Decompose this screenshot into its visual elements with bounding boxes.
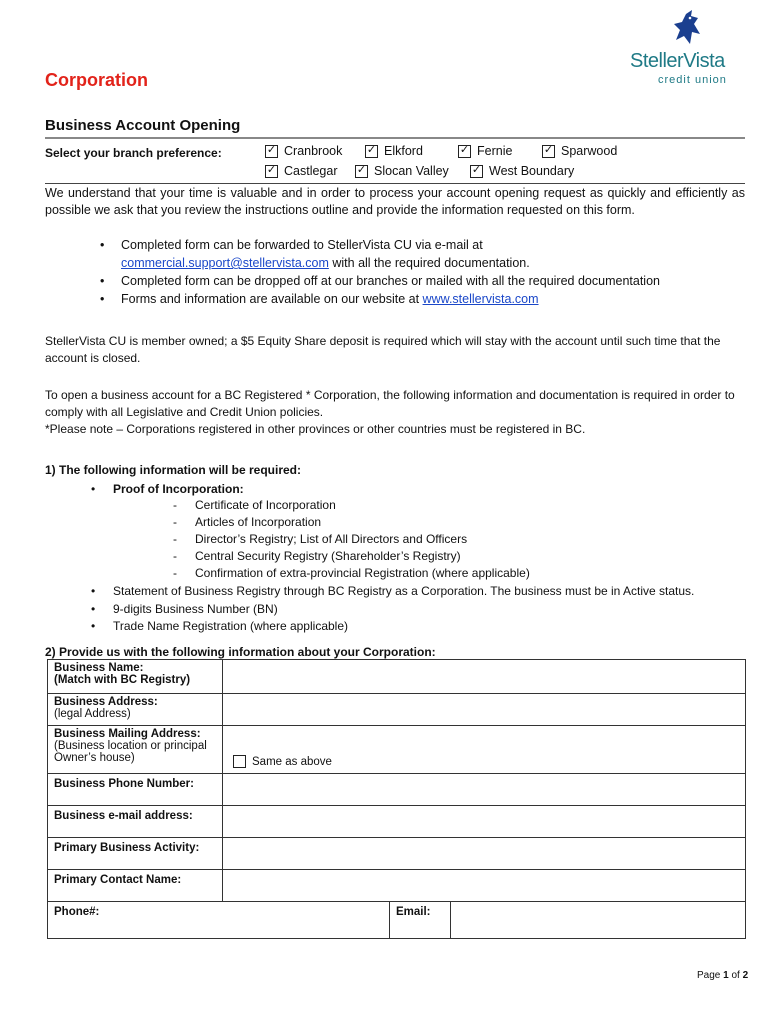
section-1-heading: 1) The following information will be required: [45,463,302,477]
bullet-text: with all the required documentation. [328,256,530,270]
mailing-address-label [48,726,223,774]
email-field[interactable] [451,902,746,939]
checkbox-icon[interactable] [365,145,378,158]
list-item [173,565,735,582]
bullet-text: Completed form can be forwarded to StellerVista CU via e-mail at [121,238,483,252]
dash-icon: - [173,515,177,529]
field-sublabel: (legal Address) [54,708,131,720]
list-item [91,583,743,601]
section-2-heading: 2) Provide us with the following information about your Corporation: [45,645,436,659]
bullet-icon: • [100,274,105,288]
mailing-address-field[interactable] [223,726,746,774]
of-word: of [728,970,743,981]
list-item [91,618,743,636]
dash-icon: - [173,498,177,512]
list-item [100,272,741,290]
email-label: Email: [396,906,431,918]
branch-option-label: Sparwood [561,144,618,158]
intro-paragraph: We understand that your time is valuable and in order to process your account opening request as quickly and efficiently as possible we ask that you review the instructions outline and provide the information requested on this form. [45,186,745,217]
branch-label: Select your branch preference: [45,146,222,160]
branch-option-label: Slocan Valley [374,164,449,178]
list-item [100,290,741,308]
logo-name: StellerVista [630,50,725,72]
business-phone-field[interactable] [223,774,746,806]
table-row [48,838,746,870]
business-name-label [48,660,223,694]
proof-item: Certificate of Incorporation [195,498,336,512]
list-item [173,497,735,514]
dash-icon: - [173,532,177,546]
business-address-field[interactable] [223,694,746,726]
bullet-icon: • [91,584,96,598]
email-link[interactable]: commercial.support@stellervista.com [121,256,329,270]
same-as-above-option[interactable] [229,755,332,768]
please-note: *Please note – Corporations registered in other provinces or other countries must be registered in BC. [45,422,586,436]
branch-option-slocan-valley[interactable] [355,164,449,178]
table-row [48,660,746,694]
checkbox-icon[interactable] [265,165,278,178]
proof-label: Proof of Incorporation: [113,482,244,496]
bullet-icon: • [100,238,105,252]
website-link[interactable]: www.stellervista.com [422,292,539,306]
same-as-above-label: Same as above [252,755,332,768]
business-email-field[interactable] [223,806,746,838]
business-address-label [48,694,223,726]
page-total: 2 [742,970,749,981]
checkbox-icon[interactable] [265,145,278,158]
business-phone-label: Business Phone Number: [48,774,223,806]
proof-item: Director’s Registry; List of All Directors and Officers [195,532,468,546]
page-word: Page [697,970,724,981]
requirement-item: Trade Name Registration (where applicable) [113,619,348,633]
dash-icon: - [173,549,177,563]
bullet-text: Completed form can be dropped off at our branches or mailed with all the required documentation [121,274,660,288]
bullet-icon: • [100,292,105,306]
primary-activity-label: Primary Business Activity: [48,838,223,870]
corporation-info-table [47,659,746,939]
checkbox-icon[interactable] [542,145,555,158]
form-subtitle: Business Account Opening [45,117,241,134]
branch-option-fernie[interactable] [458,144,512,158]
requirements-list [91,583,743,636]
jay-bird-icon [668,10,708,52]
branch-option-sparwood[interactable] [542,144,617,158]
branch-option-label: Elkford [384,144,423,158]
proof-of-incorporation [91,481,244,498]
table-row [48,726,746,774]
branch-option-elkford[interactable] [365,144,423,158]
field-sublabel: (Match with BC Registry) [54,674,191,686]
field-sublabel: (Business location or principal Owner’s house) [54,740,207,764]
bullet-icon: • [91,601,96,616]
table-row [48,694,746,726]
phone-cell[interactable] [48,902,390,939]
dash-icon: - [173,566,177,580]
list-item [100,236,741,272]
checkbox-icon[interactable] [470,165,483,178]
list-item [91,601,743,619]
phone-label: Phone#: [54,906,100,918]
requirement-item: 9-digits Business Number (BN) [113,601,278,616]
table-row [48,806,746,838]
branch-option-castlegar[interactable] [265,164,338,178]
bullet-icon: • [91,482,96,496]
email-label-cell [390,902,451,939]
list-item [173,548,735,565]
branch-divider [45,183,745,184]
field-label: Business Name: [54,662,144,674]
bullet-text: Forms and information are available on our website at [121,292,423,306]
business-email-label: Business e-mail address: [48,806,223,838]
proof-item: Central Security Registry (Shareholder’s Registry) [195,549,461,563]
list-item [173,531,735,548]
table-row [48,902,746,939]
primary-contact-field[interactable] [223,870,746,902]
branch-option-label: Castlegar [284,164,338,178]
primary-activity-field[interactable] [223,838,746,870]
page-number [697,970,748,981]
branch-option-label: Cranbrook [284,144,343,158]
checkbox-icon[interactable] [458,145,471,158]
primary-contact-label: Primary Contact Name: [48,870,223,902]
list-item [173,514,735,531]
page-current: 1 [723,970,729,981]
proof-item: Articles of Incorporation [195,515,322,529]
requirement-item: Statement of Business Registry through BC Registry as a Corporation. The business must be in Active status. [113,584,695,598]
table-row [48,870,746,902]
table-row [48,774,746,806]
intro-list [100,236,741,308]
checkbox-icon[interactable] [233,755,246,768]
checkbox-icon[interactable] [355,165,368,178]
branch-option-cranbrook[interactable] [265,144,342,158]
logo-subtitle: credit union [658,74,727,86]
header-divider [45,137,745,139]
bullet-icon: • [91,619,96,633]
field-label: Business Mailing Address: [54,728,201,740]
branch-option-west-boundary[interactable] [470,164,574,178]
equity-paragraph: StellerVista CU is member owned; a $5 Equity Share deposit is required which will stay with the account until such time that the account is closed. [45,334,721,365]
bc-registered-paragraph: To open a business account for a BC Registered * Corporation, the following information and documentation is required in order to comply with all Legislative and Credit Union policies. [45,388,735,419]
proof-list [173,497,735,582]
branch-option-label: West Boundary [489,164,575,178]
logo [630,10,745,90]
field-label: Business Address: [54,696,158,708]
proof-item: Confirmation of extra-provincial Registration (where applicable) [195,566,530,580]
branch-option-label: Fernie [477,144,513,158]
business-name-field[interactable] [223,660,746,694]
page-title: Corporation [45,70,148,90]
